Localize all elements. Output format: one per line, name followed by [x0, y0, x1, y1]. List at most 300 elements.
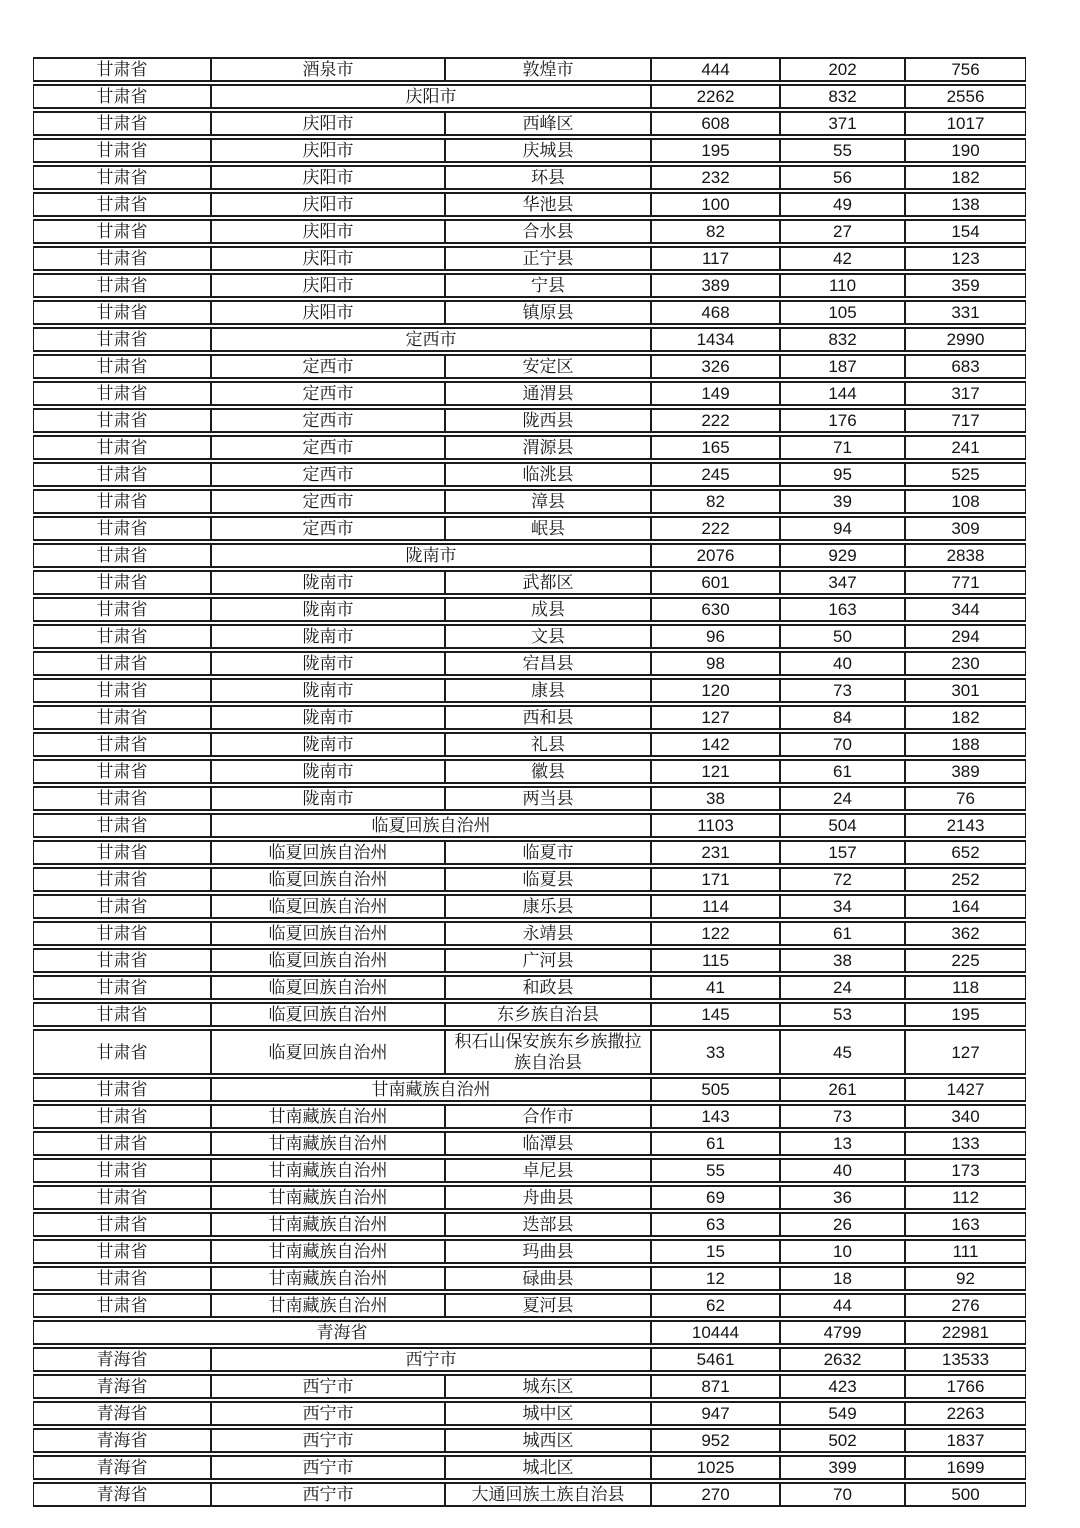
cell-value-3: 525	[905, 462, 1026, 487]
cell-value-3: 2990	[905, 327, 1026, 352]
cell-value-1: 630	[651, 597, 780, 622]
cell-province: 甘肃省	[33, 273, 211, 298]
cell-province: 青海省	[33, 1374, 211, 1399]
cell-city: 甘南藏族自治州	[211, 1185, 445, 1210]
table-row	[33, 1185, 1026, 1210]
cell-value-1: 468	[651, 300, 780, 325]
table-row	[33, 246, 1026, 271]
cell-value-3: 1699	[905, 1455, 1026, 1480]
cell-city-merged: 临夏回族自治州	[211, 813, 651, 838]
cell-value-2: 94	[780, 516, 905, 541]
cell-county: 合水县	[445, 219, 651, 244]
cell-value-3: 182	[905, 705, 1026, 730]
cell-value-3: 133	[905, 1131, 1026, 1156]
cell-county: 东乡族自治县	[445, 1002, 651, 1027]
cell-value-1: 505	[651, 1077, 780, 1102]
cell-value-3: 163	[905, 1212, 1026, 1237]
cell-city: 临夏回族自治州	[211, 1029, 445, 1075]
cell-province: 甘肃省	[33, 1131, 211, 1156]
cell-value-3: 195	[905, 1002, 1026, 1027]
cell-province: 甘肃省	[33, 1239, 211, 1264]
cell-province: 甘肃省	[33, 165, 211, 190]
cell-value-3: 1766	[905, 1374, 1026, 1399]
cell-province: 甘肃省	[33, 894, 211, 919]
cell-county: 康乐县	[445, 894, 651, 919]
table-row	[33, 651, 1026, 676]
table-row	[33, 1266, 1026, 1291]
cell-province: 甘肃省	[33, 408, 211, 433]
cell-value-2: 832	[780, 327, 905, 352]
cell-value-3: 118	[905, 975, 1026, 1000]
cell-value-2: 929	[780, 543, 905, 568]
cell-province: 甘肃省	[33, 1293, 211, 1318]
cell-value-2: 40	[780, 651, 905, 676]
cell-province: 甘肃省	[33, 1185, 211, 1210]
cell-value-3: 92	[905, 1266, 1026, 1291]
cell-city: 定西市	[211, 489, 445, 514]
cell-value-3: 138	[905, 192, 1026, 217]
cell-county: 碌曲县	[445, 1266, 651, 1291]
cell-value-2: 144	[780, 381, 905, 406]
table-row	[33, 462, 1026, 487]
cell-value-1: 145	[651, 1002, 780, 1027]
cell-value-2: 42	[780, 246, 905, 271]
cell-value-1: 62	[651, 1293, 780, 1318]
table-row	[33, 921, 1026, 946]
table-row	[33, 624, 1026, 649]
cell-province: 甘肃省	[33, 300, 211, 325]
table-row	[33, 813, 1026, 838]
cell-city: 陇南市	[211, 651, 445, 676]
cell-value-2: 55	[780, 138, 905, 163]
cell-city: 西宁市	[211, 1428, 445, 1453]
cell-value-2: 24	[780, 975, 905, 1000]
cell-province: 甘肃省	[33, 1266, 211, 1291]
cell-county: 敦煌市	[445, 57, 651, 82]
cell-value-2: 110	[780, 273, 905, 298]
table-row	[33, 300, 1026, 325]
cell-value-3: 344	[905, 597, 1026, 622]
cell-value-2: 187	[780, 354, 905, 379]
cell-city: 甘南藏族自治州	[211, 1104, 445, 1129]
cell-county: 永靖县	[445, 921, 651, 946]
cell-province: 甘肃省	[33, 651, 211, 676]
cell-value-2: 38	[780, 948, 905, 973]
cell-value-2: 26	[780, 1212, 905, 1237]
cell-value-1: 10444	[651, 1320, 780, 1345]
table-row	[33, 219, 1026, 244]
cell-value-1: 98	[651, 651, 780, 676]
cell-province: 甘肃省	[33, 813, 211, 838]
cell-value-3: 2143	[905, 813, 1026, 838]
cell-province: 甘肃省	[33, 435, 211, 460]
cell-value-1: 122	[651, 921, 780, 946]
table-row	[33, 111, 1026, 136]
cell-city: 西宁市	[211, 1455, 445, 1480]
cell-county: 迭部县	[445, 1212, 651, 1237]
cell-province: 甘肃省	[33, 327, 211, 352]
cell-province: 甘肃省	[33, 354, 211, 379]
cell-county: 积石山保安族东乡族撒拉族自治县	[445, 1029, 651, 1075]
cell-province: 甘肃省	[33, 462, 211, 487]
table-row	[33, 786, 1026, 811]
cell-county: 广河县	[445, 948, 651, 973]
cell-value-1: 115	[651, 948, 780, 973]
cell-city: 陇南市	[211, 570, 445, 595]
cell-value-3: 123	[905, 246, 1026, 271]
cell-value-1: 69	[651, 1185, 780, 1210]
table-row	[33, 57, 1026, 82]
cell-city: 西宁市	[211, 1482, 445, 1507]
cell-value-2: 347	[780, 570, 905, 595]
cell-value-1: 114	[651, 894, 780, 919]
table-row	[33, 273, 1026, 298]
cell-province: 甘肃省	[33, 732, 211, 757]
cell-county: 西峰区	[445, 111, 651, 136]
cell-city-merged: 甘南藏族自治州	[211, 1077, 651, 1102]
cell-county: 康县	[445, 678, 651, 703]
cell-province: 甘肃省	[33, 921, 211, 946]
cell-value-2: 53	[780, 1002, 905, 1027]
cell-city-merged: 陇南市	[211, 543, 651, 568]
cell-province: 甘肃省	[33, 759, 211, 784]
cell-province: 甘肃省	[33, 570, 211, 595]
cell-value-1: 5461	[651, 1347, 780, 1372]
cell-province: 甘肃省	[33, 975, 211, 1000]
cell-value-3: 173	[905, 1158, 1026, 1183]
cell-value-3: 276	[905, 1293, 1026, 1318]
table-row	[33, 1374, 1026, 1399]
cell-value-2: 44	[780, 1293, 905, 1318]
cell-province: 甘肃省	[33, 1077, 211, 1102]
cell-county: 徽县	[445, 759, 651, 784]
table-row	[33, 192, 1026, 217]
table-row	[33, 1239, 1026, 1264]
cell-city: 甘南藏族自治州	[211, 1212, 445, 1237]
cell-value-1: 389	[651, 273, 780, 298]
cell-value-1: 952	[651, 1428, 780, 1453]
cell-value-1: 55	[651, 1158, 780, 1183]
cell-value-1: 121	[651, 759, 780, 784]
table-row	[33, 435, 1026, 460]
cell-county: 礼县	[445, 732, 651, 757]
cell-county: 漳县	[445, 489, 651, 514]
table-row	[33, 1029, 1026, 1075]
cell-county: 宕昌县	[445, 651, 651, 676]
table-row	[33, 327, 1026, 352]
cell-city: 定西市	[211, 354, 445, 379]
cell-value-3: 252	[905, 867, 1026, 892]
cell-value-2: 45	[780, 1029, 905, 1075]
cell-value-1: 15	[651, 1239, 780, 1264]
cell-county: 西和县	[445, 705, 651, 730]
cell-city: 定西市	[211, 435, 445, 460]
cell-value-1: 222	[651, 408, 780, 433]
cell-value-2: 261	[780, 1077, 905, 1102]
cell-value-2: 163	[780, 597, 905, 622]
cell-province: 甘肃省	[33, 219, 211, 244]
table-row	[33, 1347, 1026, 1372]
table-row	[33, 894, 1026, 919]
cell-city: 庆阳市	[211, 192, 445, 217]
cell-value-2: 24	[780, 786, 905, 811]
cell-value-2: 72	[780, 867, 905, 892]
cell-value-3: 1017	[905, 111, 1026, 136]
cell-value-2: 13	[780, 1131, 905, 1156]
table-row	[33, 570, 1026, 595]
cell-county: 舟曲县	[445, 1185, 651, 1210]
cell-value-3: 22981	[905, 1320, 1026, 1345]
cell-city: 庆阳市	[211, 273, 445, 298]
cell-city: 庆阳市	[211, 219, 445, 244]
cell-value-1: 82	[651, 219, 780, 244]
cell-value-1: 96	[651, 624, 780, 649]
cell-province: 青海省	[33, 1428, 211, 1453]
cell-province: 青海省	[33, 1482, 211, 1507]
cell-value-3: 389	[905, 759, 1026, 784]
cell-value-3: 13533	[905, 1347, 1026, 1372]
cell-value-1: 326	[651, 354, 780, 379]
table-row	[33, 840, 1026, 865]
cell-value-2: 4799	[780, 1320, 905, 1345]
cell-province: 甘肃省	[33, 1002, 211, 1027]
cell-value-3: 154	[905, 219, 1026, 244]
cell-value-1: 120	[651, 678, 780, 703]
cell-value-1: 165	[651, 435, 780, 460]
cell-value-2: 71	[780, 435, 905, 460]
cell-value-1: 171	[651, 867, 780, 892]
cell-county: 正宁县	[445, 246, 651, 271]
cell-city: 临夏回族自治州	[211, 867, 445, 892]
cell-value-3: 317	[905, 381, 1026, 406]
cell-value-2: 504	[780, 813, 905, 838]
cell-city: 庆阳市	[211, 165, 445, 190]
cell-value-3: 241	[905, 435, 1026, 460]
cell-value-1: 270	[651, 1482, 780, 1507]
cell-value-3: 2556	[905, 84, 1026, 109]
cell-value-2: 18	[780, 1266, 905, 1291]
cell-value-2: 10	[780, 1239, 905, 1264]
cell-province: 甘肃省	[33, 57, 211, 82]
cell-value-1: 100	[651, 192, 780, 217]
cell-value-1: 127	[651, 705, 780, 730]
cell-value-3: 683	[905, 354, 1026, 379]
cell-value-1: 63	[651, 1212, 780, 1237]
cell-province: 甘肃省	[33, 705, 211, 730]
cell-value-2: 73	[780, 678, 905, 703]
cell-value-2: 50	[780, 624, 905, 649]
cell-value-3: 182	[905, 165, 1026, 190]
cell-province: 青海省	[33, 1347, 211, 1372]
cell-county: 成县	[445, 597, 651, 622]
cell-city: 庆阳市	[211, 300, 445, 325]
cell-value-1: 33	[651, 1029, 780, 1075]
cell-value-1: 41	[651, 975, 780, 1000]
table-row	[33, 948, 1026, 973]
table-row	[33, 1104, 1026, 1129]
table-row	[33, 516, 1026, 541]
cell-value-1: 1025	[651, 1455, 780, 1480]
cell-city: 临夏回族自治州	[211, 894, 445, 919]
cell-value-1: 149	[651, 381, 780, 406]
cell-value-3: 188	[905, 732, 1026, 757]
table-row	[33, 1320, 1026, 1345]
cell-value-3: 76	[905, 786, 1026, 811]
cell-county: 临夏县	[445, 867, 651, 892]
cell-value-1: 61	[651, 1131, 780, 1156]
cell-value-2: 84	[780, 705, 905, 730]
cell-value-1: 222	[651, 516, 780, 541]
cell-city: 临夏回族自治州	[211, 921, 445, 946]
cell-value-3: 230	[905, 651, 1026, 676]
cell-value-1: 2076	[651, 543, 780, 568]
cell-value-3: 127	[905, 1029, 1026, 1075]
cell-county: 陇西县	[445, 408, 651, 433]
cell-city: 定西市	[211, 462, 445, 487]
cell-value-2: 70	[780, 1482, 905, 1507]
cell-city: 陇南市	[211, 705, 445, 730]
cell-county: 卓尼县	[445, 1158, 651, 1183]
cell-value-2: 105	[780, 300, 905, 325]
cell-province: 甘肃省	[33, 1158, 211, 1183]
cell-value-3: 309	[905, 516, 1026, 541]
cell-county: 安定区	[445, 354, 651, 379]
cell-value-2: 49	[780, 192, 905, 217]
cell-value-3: 111	[905, 1239, 1026, 1264]
cell-province: 甘肃省	[33, 786, 211, 811]
cell-county: 武都区	[445, 570, 651, 595]
cell-province: 甘肃省	[33, 1212, 211, 1237]
cell-value-3: 340	[905, 1104, 1026, 1129]
cell-county: 临潭县	[445, 1131, 651, 1156]
table-row	[33, 1212, 1026, 1237]
cell-city: 庆阳市	[211, 111, 445, 136]
table-row	[33, 1002, 1026, 1027]
cell-value-2: 40	[780, 1158, 905, 1183]
cell-value-1: 117	[651, 246, 780, 271]
cell-value-3: 2263	[905, 1401, 1026, 1426]
cell-city: 定西市	[211, 516, 445, 541]
cell-city: 酒泉市	[211, 57, 445, 82]
cell-city: 陇南市	[211, 732, 445, 757]
cell-city: 临夏回族自治州	[211, 1002, 445, 1027]
cell-value-2: 423	[780, 1374, 905, 1399]
cell-value-1: 2262	[651, 84, 780, 109]
cell-county: 玛曲县	[445, 1239, 651, 1264]
cell-value-3: 164	[905, 894, 1026, 919]
table-body	[33, 57, 1026, 1507]
cell-value-2: 371	[780, 111, 905, 136]
cell-value-1: 601	[651, 570, 780, 595]
cell-value-2: 832	[780, 84, 905, 109]
cell-value-2: 34	[780, 894, 905, 919]
cell-value-2: 2632	[780, 1347, 905, 1372]
table-row	[33, 1293, 1026, 1318]
table-row	[33, 354, 1026, 379]
cell-county: 宁县	[445, 273, 651, 298]
cell-county: 临洮县	[445, 462, 651, 487]
cell-value-3: 2838	[905, 543, 1026, 568]
cell-county: 城北区	[445, 1455, 651, 1480]
cell-county: 岷县	[445, 516, 651, 541]
cell-county: 临夏市	[445, 840, 651, 865]
cell-value-1: 444	[651, 57, 780, 82]
cell-province: 甘肃省	[33, 948, 211, 973]
cell-province: 甘肃省	[33, 1029, 211, 1075]
table-row	[33, 1401, 1026, 1426]
cell-city-merged: 庆阳市	[211, 84, 651, 109]
cell-value-1: 195	[651, 138, 780, 163]
cell-city: 陇南市	[211, 759, 445, 784]
cell-county: 渭源县	[445, 435, 651, 460]
cell-province: 甘肃省	[33, 543, 211, 568]
table-row	[33, 408, 1026, 433]
cell-value-2: 176	[780, 408, 905, 433]
cell-value-1: 245	[651, 462, 780, 487]
cell-value-2: 157	[780, 840, 905, 865]
cell-value-3: 756	[905, 57, 1026, 82]
table-row	[33, 1482, 1026, 1507]
table-row	[33, 705, 1026, 730]
cell-city: 陇南市	[211, 786, 445, 811]
cell-city: 定西市	[211, 381, 445, 406]
cell-city: 陇南市	[211, 597, 445, 622]
cell-value-2: 549	[780, 1401, 905, 1426]
cell-value-3: 301	[905, 678, 1026, 703]
cell-value-3: 1837	[905, 1428, 1026, 1453]
cell-city: 临夏回族自治州	[211, 975, 445, 1000]
cell-value-3: 294	[905, 624, 1026, 649]
cell-city: 甘南藏族自治州	[211, 1131, 445, 1156]
table-row	[33, 1428, 1026, 1453]
cell-province: 甘肃省	[33, 489, 211, 514]
admin-division-table	[33, 55, 1026, 1509]
cell-province: 青海省	[33, 1455, 211, 1480]
table-row	[33, 867, 1026, 892]
cell-value-1: 142	[651, 732, 780, 757]
cell-value-3: 717	[905, 408, 1026, 433]
cell-county: 华池县	[445, 192, 651, 217]
cell-county: 两当县	[445, 786, 651, 811]
cell-value-3: 500	[905, 1482, 1026, 1507]
table-row	[33, 1077, 1026, 1102]
cell-value-1: 608	[651, 111, 780, 136]
cell-value-3: 331	[905, 300, 1026, 325]
cell-value-2: 73	[780, 1104, 905, 1129]
cell-value-1: 143	[651, 1104, 780, 1129]
table-row	[33, 489, 1026, 514]
cell-province: 甘肃省	[33, 867, 211, 892]
cell-value-2: 61	[780, 759, 905, 784]
table-row	[33, 732, 1026, 757]
cell-value-2: 36	[780, 1185, 905, 1210]
cell-province-merged: 青海省	[33, 1320, 651, 1345]
table-row	[33, 597, 1026, 622]
cell-county: 镇原县	[445, 300, 651, 325]
cell-province: 甘肃省	[33, 111, 211, 136]
cell-value-2: 70	[780, 732, 905, 757]
cell-city: 临夏回族自治州	[211, 840, 445, 865]
cell-county: 城东区	[445, 1374, 651, 1399]
cell-value-3: 1427	[905, 1077, 1026, 1102]
table-row	[33, 84, 1026, 109]
cell-value-1: 232	[651, 165, 780, 190]
cell-county: 文县	[445, 624, 651, 649]
table-row	[33, 1455, 1026, 1480]
cell-value-3: 112	[905, 1185, 1026, 1210]
cell-value-1: 12	[651, 1266, 780, 1291]
cell-value-1: 1434	[651, 327, 780, 352]
